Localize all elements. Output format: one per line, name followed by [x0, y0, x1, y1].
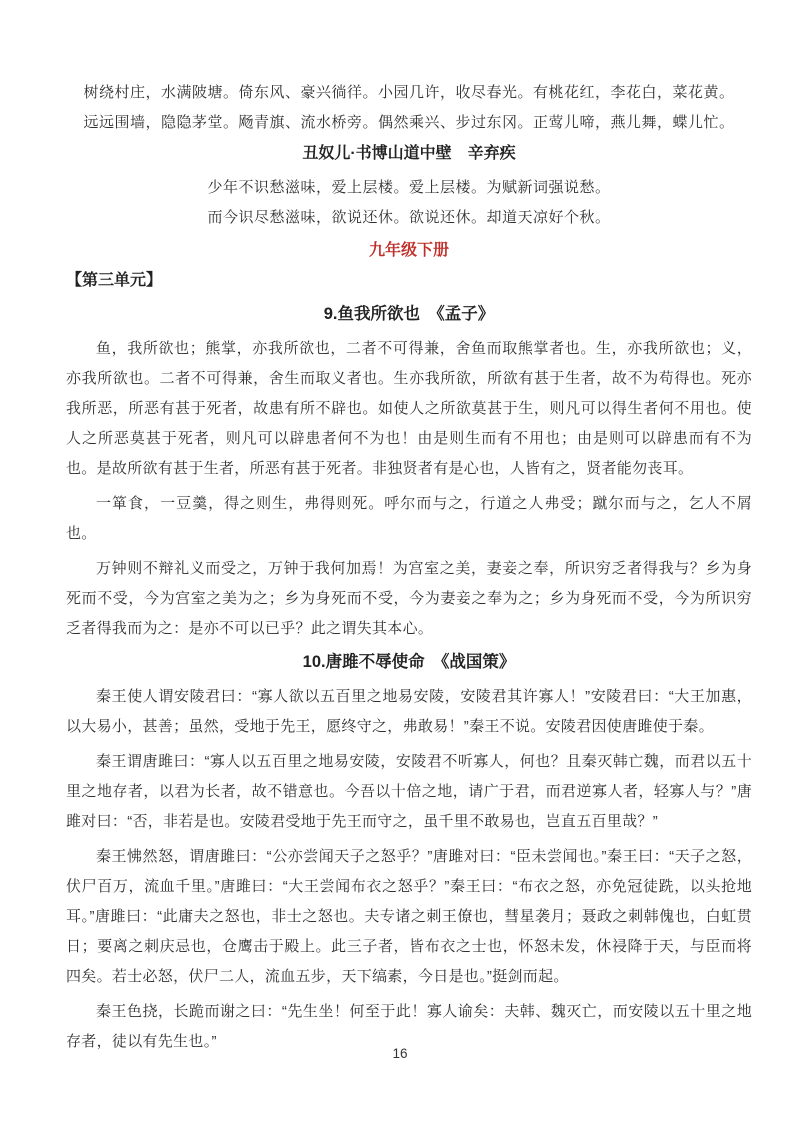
xingxiangzi-line-2: 远远围墙，隐隐茅堂。飏青旗、流水桥旁。偶然乘兴、步过东冈。正莺儿啼，燕儿舞，蝶儿忙。: [83, 114, 735, 131]
chounuer-line-2: 而今识尽愁滋味，欲说还休。欲说还休。却道天凉好个秋。: [207, 209, 611, 226]
chounuer-poem-title: 丑奴儿·书博山道中壁 辛弃疾: [302, 145, 516, 162]
xingxiangzi-line-1: 树绕村庄，水满陂塘。倚东风、豪兴徜徉。小园几许，收尽春光。有桃花红，李花白，菜花黄。: [83, 84, 735, 101]
lesson9-title: 9.鱼我所欲也 《孟子》: [323, 305, 495, 323]
lesson10-paragraph-1: 秦王使人谓安陵君曰：“寡人欲以五百里之地易安陵，安陵君其许寡人！”安陵君曰：“大王加惠，以大易小，甚善；虽然，受地于先王，愿终守之，弗敢易！”秦王不说。安陵君因使唐雎使于秦。: [66, 688, 752, 735]
unit-heading: 【第三单元】: [66, 272, 163, 289]
grade-heading: 九年级下册: [368, 242, 449, 259]
lesson10-paragraph-3: 秦王怫然怒，谓唐雎曰：“公亦尝闻天子之怒乎？”唐雎对曰：“臣未尝闻也。”秦王曰：“天子之怒，伏尸百万，流血千里。”唐雎曰：“大王尝闻布衣之怒乎？”秦王曰：“布衣之怒，亦免冠徒跣，以头抢地耳。”唐雎曰：“此庸夫之怒也，非士之怒也。夫专诸之刺王僚也，彗星袭月；聂政之刺韩傀也，白虹贯日；要离之刺庆忌也，仓鹰击于殿上。此三子者，皆布衣之士也，怀怒未发，休祲降于天，与臣而将四矣。若士必怒，伏尸二人，流血五步，天下缟素，今日是也。”挺剑而起。: [66, 848, 752, 985]
lesson9-paragraph-1: 鱼，我所欲也；熊掌，亦我所欲也，二者不可得兼，舍鱼而取熊掌者也。生，亦我所欲也；义，亦我所欲也。二者不可得兼，舍生而取义者也。生亦我所欲，所欲有甚于生者，故不为苟得也。死亦我所恶，所恶有甚于死者，故患有所不辟也。如使人之所欲莫甚于生，则凡可以得生者何不用也。使人之所恶莫甚于死者，则凡可以辟患者何不为也！由是则生而有不用也；由是则可以辟患而有不为也。是故所欲有甚于生者，所恶有甚于死者。非独贤者有是心也，人皆有之，贤者能勿丧耳。: [66, 340, 752, 477]
lesson9-paragraph-3: 万钟则不辩礼义而受之，万钟于我何加焉！为宫室之美，妻妾之奉，所识穷乏者得我与？乡为身死而不受，今为宫室之美为之；乡为身死而不受，今为妻妾之奉为之；乡为身死而不受，今为所识穷乏者得我而为之：是亦不可以已乎？此之谓失其本心。: [66, 560, 752, 637]
chounuer-line-1: 少年不识愁滋味，爱上层楼。爱上层楼。为赋新词强说愁。: [207, 179, 611, 196]
lesson10-paragraph-4: 秦王色挠，长跪而谢之曰：“先生坐！何至于此！寡人谕矣：夫韩、魏灭亡，而安陵以五十里之地存者，徒以有先生也。”: [66, 1003, 752, 1050]
lesson9-paragraph-2: 一箪食，一豆羹，得之则生，弗得则死。呼尔而与之，行道之人弗受；蹴尔而与之，乞人不屑也。: [66, 495, 752, 542]
lesson10-paragraph-2: 秦王谓唐雎曰：“寡人以五百里之地易安陵，安陵君不听寡人，何也？且秦灭韩亡魏，而君以五十里之地存者，以君为长者，故不错意也。今吾以十倍之地，请广于君，而君逆寡人者，轻寡人与？”唐雎对曰：“否，非若是也。安陵君受地于先王而守之，虽千里不敢易也，岂直五百里哉？”: [66, 753, 752, 830]
page-number: 16: [392, 1046, 408, 1061]
lesson10-title: 10.唐雎不辱使命 《战国策》: [302, 653, 516, 671]
